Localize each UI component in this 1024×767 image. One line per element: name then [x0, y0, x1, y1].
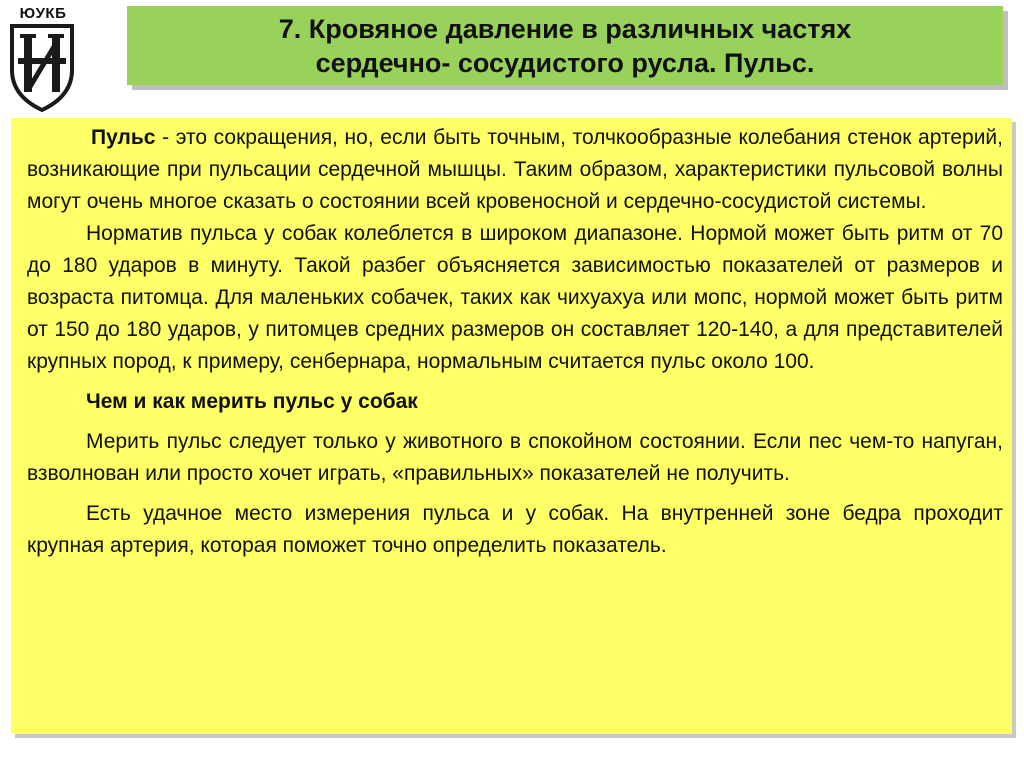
paragraph-measure-conditions: Мерить пульс следует только у животного в спокойном состоянии. Если пес чем-то напуган, взволнован или просто хочет играть, «правильных» показателей не получить. [27, 430, 1003, 485]
subheading-measure-pulse: Чем и как мерить пульс у собак [86, 390, 418, 413]
pulse-definition-text: - это сокращения, но, если быть точным, толчкообразные колебания стенок артерий, возникающие при пульсации сердечной мышцы. Таким образом, характеристики пульсовой волны могут очень многое сказать о состоянии всей кровеносной и сердечно-сосудистой системы. [27, 126, 1003, 213]
university-logo [2, 2, 82, 114]
title-line-2: сердечно- сосудистого русла. Пульс. [315, 47, 815, 78]
slide-title-box [127, 6, 1003, 85]
university-shield-logo-icon [6, 22, 78, 112]
title-line-1: 7. Кровяное давление в различных частях [278, 13, 852, 44]
content-text [27, 122, 1003, 562]
paragraph-pulse-norms: Норматив пульса у собак колеблется в широком диапазоне. Нормой может быть ритм от 70 до 180 ударов в минуту. Такой разбег объясняется зависимостью показателей от размеров и возраста питомца. Для маленьких собачек, таких как чихуахуа или мопс, нормой может быть ритм от 150 до 180 ударов, у питомцев средних размеров он составляет 120-140, а для представителей крупных пород, к примеру, сенбернара, нормальным считается пульс около 100. [27, 222, 1003, 373]
content-box [11, 118, 1012, 734]
slide-title [279, 12, 851, 80]
logo-text: ЮУКБ [19, 5, 67, 22]
pulse-term: Пульс [91, 126, 156, 149]
paragraph-measure-location: Есть удачное место измерения пульса и у собак. На внутренней зоне бедра проходит крупная артерия, которая поможет точно определить показатель. [27, 502, 1003, 557]
paragraph-pulse-definition [27, 122, 1003, 218]
